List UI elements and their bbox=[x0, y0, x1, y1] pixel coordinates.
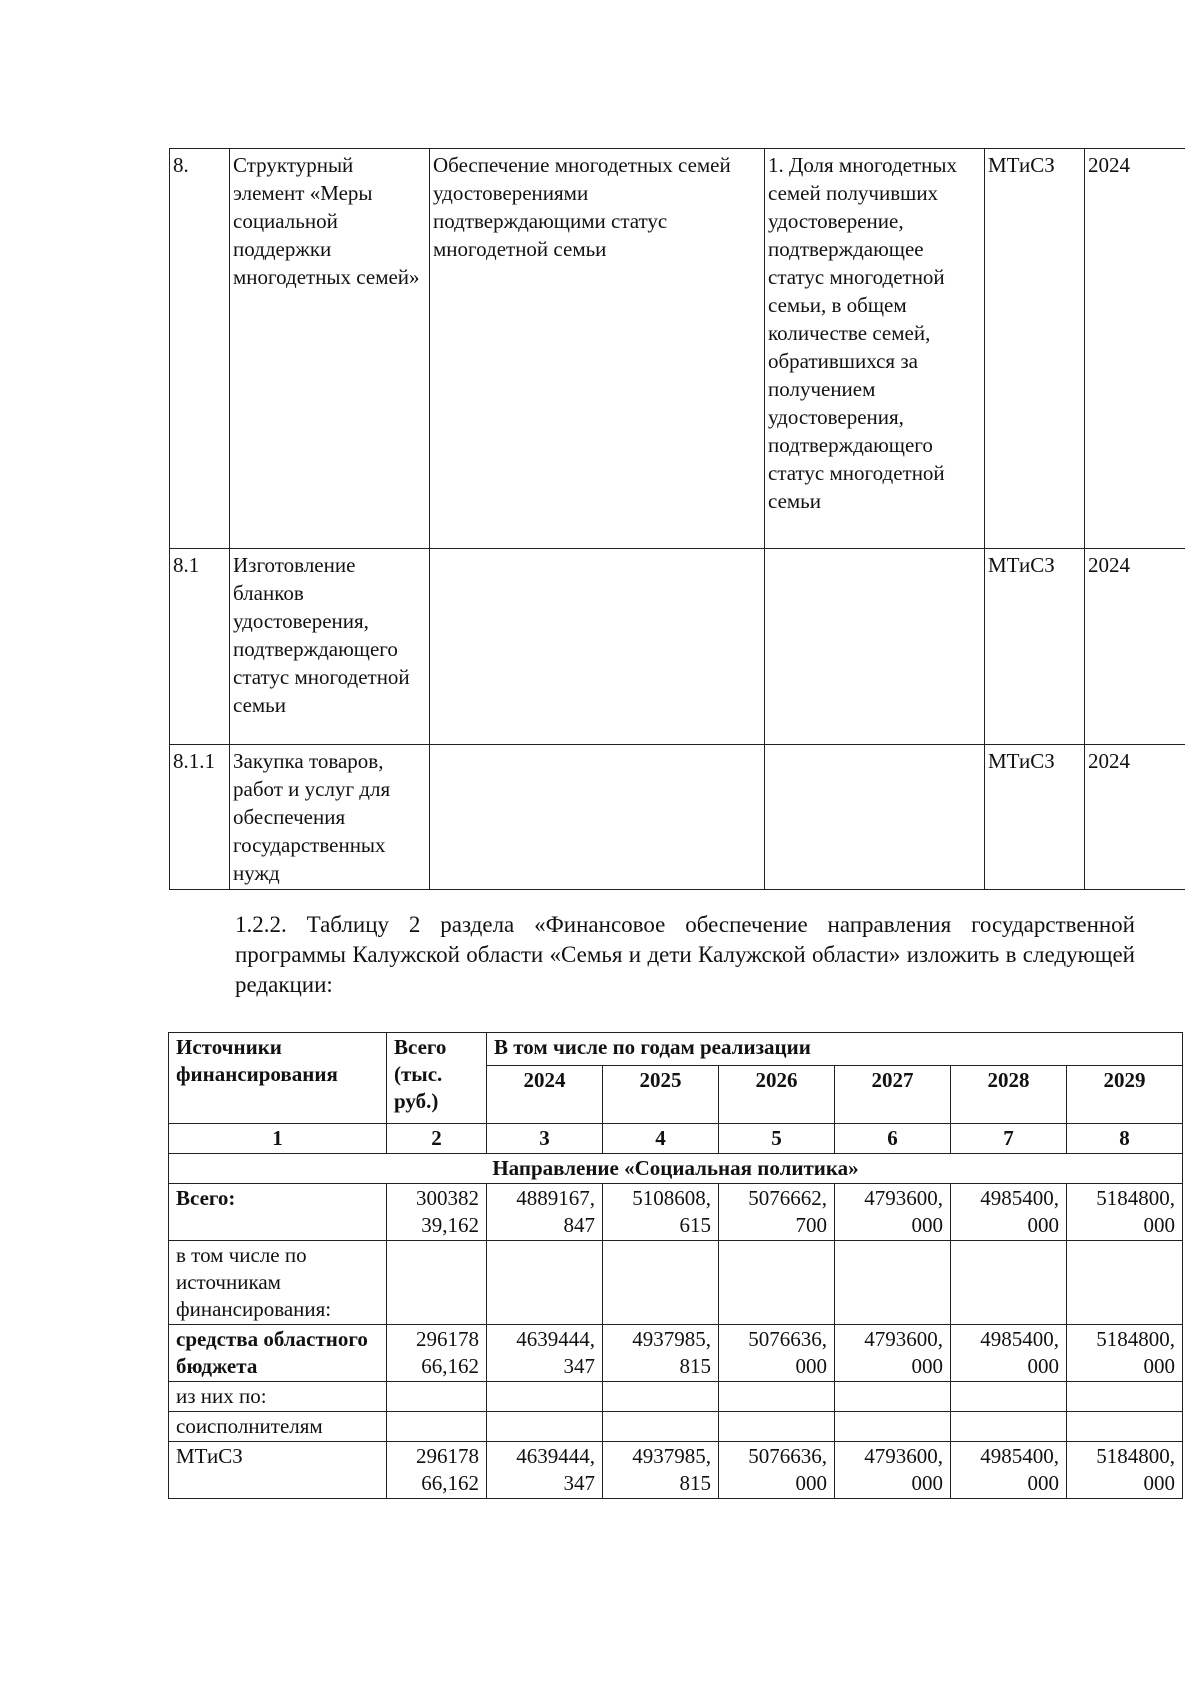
value-cell bbox=[387, 1241, 487, 1325]
header-year: 2025 bbox=[603, 1066, 719, 1124]
program-elements-table bbox=[169, 148, 1185, 890]
value-cell bbox=[1067, 1382, 1183, 1412]
value-cell: 4639444, 347 bbox=[487, 1442, 603, 1499]
value-cell: 4985400, 000 bbox=[951, 1184, 1067, 1241]
value-cell bbox=[603, 1241, 719, 1325]
value-cell bbox=[487, 1382, 603, 1412]
header-year: 2026 bbox=[719, 1066, 835, 1124]
row-label: Всего: bbox=[169, 1184, 387, 1241]
row-label: из них по: bbox=[169, 1382, 387, 1412]
amendment-paragraph bbox=[175, 910, 1135, 1000]
column-number: 8 bbox=[1067, 1124, 1183, 1154]
value-cell: 4985400, 000 bbox=[951, 1325, 1067, 1382]
value-cell: 4639444, 347 bbox=[487, 1325, 603, 1382]
row-label: соисполнителям bbox=[169, 1412, 387, 1442]
element-executor: МТиСЗ bbox=[985, 149, 1085, 549]
element-indicator bbox=[765, 745, 985, 890]
value-cell bbox=[835, 1241, 951, 1325]
element-year: 2024 bbox=[1085, 745, 1185, 890]
table-row bbox=[170, 549, 1185, 745]
value-cell bbox=[1067, 1412, 1183, 1442]
column-numbers-row bbox=[169, 1124, 1183, 1154]
table-row bbox=[170, 745, 1185, 890]
header-year: 2028 bbox=[951, 1066, 1067, 1124]
row-label: средства областного бюджета bbox=[169, 1325, 387, 1382]
value-cell: 4793600, 000 bbox=[835, 1442, 951, 1499]
value-cell: 5076636, 000 bbox=[719, 1442, 835, 1499]
column-number: 3 bbox=[487, 1124, 603, 1154]
element-task bbox=[430, 549, 765, 745]
table-row bbox=[169, 1382, 1183, 1412]
value-cell bbox=[951, 1382, 1067, 1412]
column-number: 1 bbox=[169, 1124, 387, 1154]
value-cell: 4793600, 000 bbox=[835, 1184, 951, 1241]
element-task bbox=[430, 745, 765, 890]
header-year: 2027 bbox=[835, 1066, 951, 1124]
value-cell bbox=[719, 1382, 835, 1412]
table-row bbox=[169, 1412, 1183, 1442]
value-cell: 5184800, 000 bbox=[1067, 1184, 1183, 1241]
element-executor: МТиСЗ bbox=[985, 745, 1085, 890]
header-total: Всего (тыс. руб.) bbox=[387, 1033, 487, 1124]
element-name: Изготовление бланков удостоверения, подтверждающего статус многодетной семьи bbox=[230, 549, 430, 745]
table-row bbox=[169, 1184, 1183, 1241]
column-number: 6 bbox=[835, 1124, 951, 1154]
table-row bbox=[169, 1442, 1183, 1499]
value-cell bbox=[951, 1241, 1067, 1325]
element-indicator bbox=[765, 549, 985, 745]
row-number: 8. bbox=[170, 149, 230, 549]
value-cell: 5184800, 000 bbox=[1067, 1325, 1183, 1382]
paragraph-text: 1.2.2. Таблицу 2 раздела «Финансовое обеспечение направления государственной программы Калужской области «Семья и дети Калужской области» изложить в следующей редакции: bbox=[235, 912, 1135, 997]
section-title: Направление «Социальная политика» bbox=[169, 1154, 1183, 1184]
value-cell bbox=[1067, 1241, 1183, 1325]
value-cell bbox=[719, 1412, 835, 1442]
value-cell bbox=[487, 1241, 603, 1325]
element-year: 2024 bbox=[1085, 549, 1185, 745]
value-cell: 296178 66,162 bbox=[387, 1442, 487, 1499]
financing-table bbox=[168, 1032, 1183, 1499]
header-row bbox=[169, 1033, 1183, 1066]
value-cell: 4889167, 847 bbox=[487, 1184, 603, 1241]
value-cell bbox=[603, 1382, 719, 1412]
value-cell: 4937985, 815 bbox=[603, 1325, 719, 1382]
element-year: 2024 bbox=[1085, 149, 1185, 549]
value-cell bbox=[387, 1412, 487, 1442]
value-cell: 296178 66,162 bbox=[387, 1325, 487, 1382]
column-number: 4 bbox=[603, 1124, 719, 1154]
element-name: Структурный элемент «Меры социальной поддержки многодетных семей» bbox=[230, 149, 430, 549]
section-row bbox=[169, 1154, 1183, 1184]
header-year: 2024 bbox=[487, 1066, 603, 1124]
value-cell: 5108608, 615 bbox=[603, 1184, 719, 1241]
value-cell bbox=[835, 1382, 951, 1412]
column-number: 7 bbox=[951, 1124, 1067, 1154]
row-label: МТиСЗ bbox=[169, 1442, 387, 1499]
header-by-years: В том числе по годам реализации bbox=[487, 1033, 1183, 1066]
element-indicator: 1. Доля многодетных семей получивших удостоверение, подтверждающее статус многодетной семьи, в общем количестве семей, обратившихся за получением удостоверения, подтверждающего статус многодетной семьи bbox=[765, 149, 985, 549]
value-cell bbox=[487, 1412, 603, 1442]
value-cell: 5076636, 000 bbox=[719, 1325, 835, 1382]
column-number: 2 bbox=[387, 1124, 487, 1154]
value-cell: 4985400, 000 bbox=[951, 1442, 1067, 1499]
table-row bbox=[170, 149, 1185, 549]
element-task: Обеспечение многодетных семей удостоверениями подтверждающими статус многодетной семьи bbox=[430, 149, 765, 549]
row-number: 8.1.1 bbox=[170, 745, 230, 890]
table-row bbox=[169, 1241, 1183, 1325]
value-cell: 5076662, 700 bbox=[719, 1184, 835, 1241]
element-name: Закупка товаров, работ и услуг для обеспечения государственных нужд bbox=[230, 745, 430, 890]
value-cell bbox=[387, 1382, 487, 1412]
element-executor: МТиСЗ bbox=[985, 549, 1085, 745]
value-cell bbox=[835, 1412, 951, 1442]
column-number: 5 bbox=[719, 1124, 835, 1154]
row-label: в том числе по источникам финансирования: bbox=[169, 1241, 387, 1325]
table-row bbox=[169, 1325, 1183, 1382]
value-cell: 4793600, 000 bbox=[835, 1325, 951, 1382]
value-cell bbox=[951, 1412, 1067, 1442]
header-year: 2029 bbox=[1067, 1066, 1183, 1124]
row-number: 8.1 bbox=[170, 549, 230, 745]
value-cell: 300382 39,162 bbox=[387, 1184, 487, 1241]
value-cell: 4937985, 815 bbox=[603, 1442, 719, 1499]
header-sources: Источники финансирования bbox=[169, 1033, 387, 1124]
value-cell bbox=[719, 1241, 835, 1325]
value-cell: 5184800, 000 bbox=[1067, 1442, 1183, 1499]
value-cell bbox=[603, 1412, 719, 1442]
